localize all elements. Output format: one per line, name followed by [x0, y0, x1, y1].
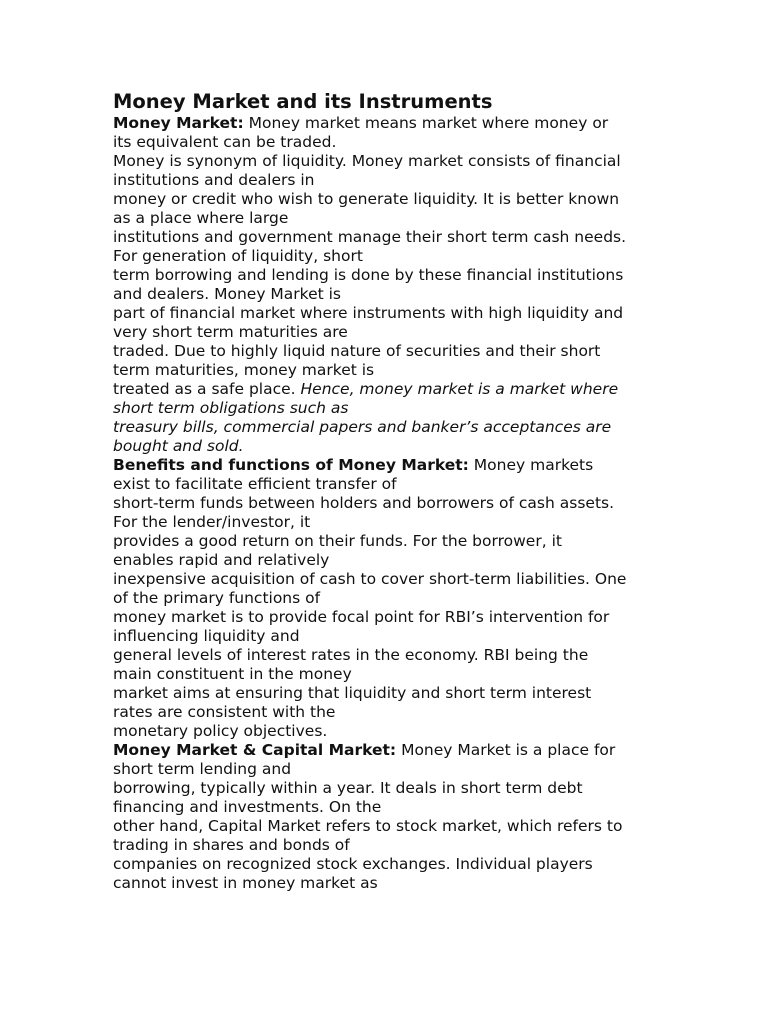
text-line [113, 285, 658, 304]
body-text: its equivalent can be traded. [113, 133, 337, 151]
body-text: For generation of liquidity, short [113, 247, 363, 265]
body-text: as a place where large [113, 209, 289, 227]
body-text: short-term funds between holders and borrowers of cash assets. [113, 494, 615, 512]
body-text: For the lender/investor, it [113, 513, 311, 531]
text-line [113, 703, 658, 722]
text-line [113, 551, 658, 570]
body-text: Money market means market where money or [243, 114, 609, 132]
text-line [113, 741, 658, 760]
text-line [113, 684, 658, 703]
body-text: of the primary functions of [113, 589, 321, 607]
text-line [113, 570, 658, 589]
italic-text: Hence, money market is a market where [300, 380, 619, 398]
text-line [113, 361, 658, 380]
body-text: rates are consistent with the [113, 703, 336, 721]
body-text: influencing liquidity and [113, 627, 300, 645]
text-line [113, 532, 658, 551]
body-text: trading in shares and bonds of [113, 836, 350, 854]
body-text: traded. Due to highly liquid nature of securities and their short [113, 342, 601, 360]
body-text: and dealers. Money Market is [113, 285, 342, 303]
document-page [113, 90, 658, 893]
text-line [113, 779, 658, 798]
text-line [113, 817, 658, 836]
body-text: cannot invest in money market as [113, 874, 378, 892]
text-line [113, 475, 658, 494]
text-line [113, 399, 658, 418]
text-line [113, 437, 658, 456]
italic-text: short term obligations such as [113, 399, 349, 417]
body-text: institutions and dealers in [113, 171, 315, 189]
body-text: provides a good return on their funds. For the borrower, it [113, 532, 562, 550]
text-line [113, 209, 658, 228]
body-text: Money Market is a place for [396, 741, 616, 759]
text-line [113, 380, 658, 399]
document-body [113, 114, 658, 893]
text-line [113, 494, 658, 513]
body-text: exist to facilitate efficient transfer of [113, 475, 397, 493]
body-text: inexpensive acquisition of cash to cover short-term liabilities. One [113, 570, 627, 588]
body-text: companies on recognized stock exchanges. Individual players [113, 855, 593, 873]
text-line [113, 456, 658, 475]
text-line [113, 266, 658, 285]
body-text: money market is to provide focal point for RBI’s intervention for [113, 608, 610, 626]
body-text: term borrowing and lending is done by these financial institutions [113, 266, 624, 284]
body-text: Money is synonym of liquidity. Money market consists of financial [113, 152, 621, 170]
text-line [113, 247, 658, 266]
text-line [113, 323, 658, 342]
italic-text: treasury bills, commercial papers and banker’s acceptances are [113, 418, 612, 436]
body-text: enables rapid and relatively [113, 551, 330, 569]
section-heading: Benefits and functions of Money Market: [113, 456, 469, 474]
body-text: institutions and government manage their short term cash needs. [113, 228, 627, 246]
text-line [113, 228, 658, 247]
text-line [113, 608, 658, 627]
italic-text: bought and sold. [113, 437, 244, 455]
body-text: monetary policy objectives. [113, 722, 328, 740]
text-line [113, 133, 658, 152]
section-heading: Money Market & Capital Market: [113, 741, 397, 759]
body-text: part of financial market where instruments with high liquidity and [113, 304, 624, 322]
text-line [113, 855, 658, 874]
body-text: financing and investments. On the [113, 798, 382, 816]
text-line [113, 760, 658, 779]
body-text: general levels of interest rates in the economy. RBI being the [113, 646, 589, 664]
text-line [113, 342, 658, 361]
body-text: term maturities, money market is [113, 361, 375, 379]
text-line [113, 114, 658, 133]
text-line [113, 418, 658, 437]
text-line [113, 171, 658, 190]
body-text: main constituent in the money [113, 665, 352, 683]
body-text: other hand, Capital Market refers to stock market, which refers to [113, 817, 623, 835]
text-line [113, 304, 658, 323]
text-line [113, 589, 658, 608]
section-heading: Money Market: [113, 114, 244, 132]
text-line [113, 836, 658, 855]
text-line [113, 152, 658, 171]
body-text: very short term maturities are [113, 323, 348, 341]
text-line [113, 798, 658, 817]
text-line [113, 874, 658, 893]
text-line [113, 646, 658, 665]
document-title: Money Market and its Instruments [113, 90, 493, 113]
text-line [113, 513, 658, 532]
body-text: money or credit who wish to generate liquidity. It is better known [113, 190, 620, 208]
text-line [113, 627, 658, 646]
body-text: treated as a safe place. [113, 380, 301, 398]
body-text: market aims at ensuring that liquidity and short term interest [113, 684, 592, 702]
body-text: short term lending and [113, 760, 292, 778]
text-line [113, 665, 658, 684]
text-line [113, 722, 658, 741]
body-text: borrowing, typically within a year. It deals in short term debt [113, 779, 583, 797]
text-line [113, 190, 658, 209]
body-text: Money markets [468, 456, 594, 474]
